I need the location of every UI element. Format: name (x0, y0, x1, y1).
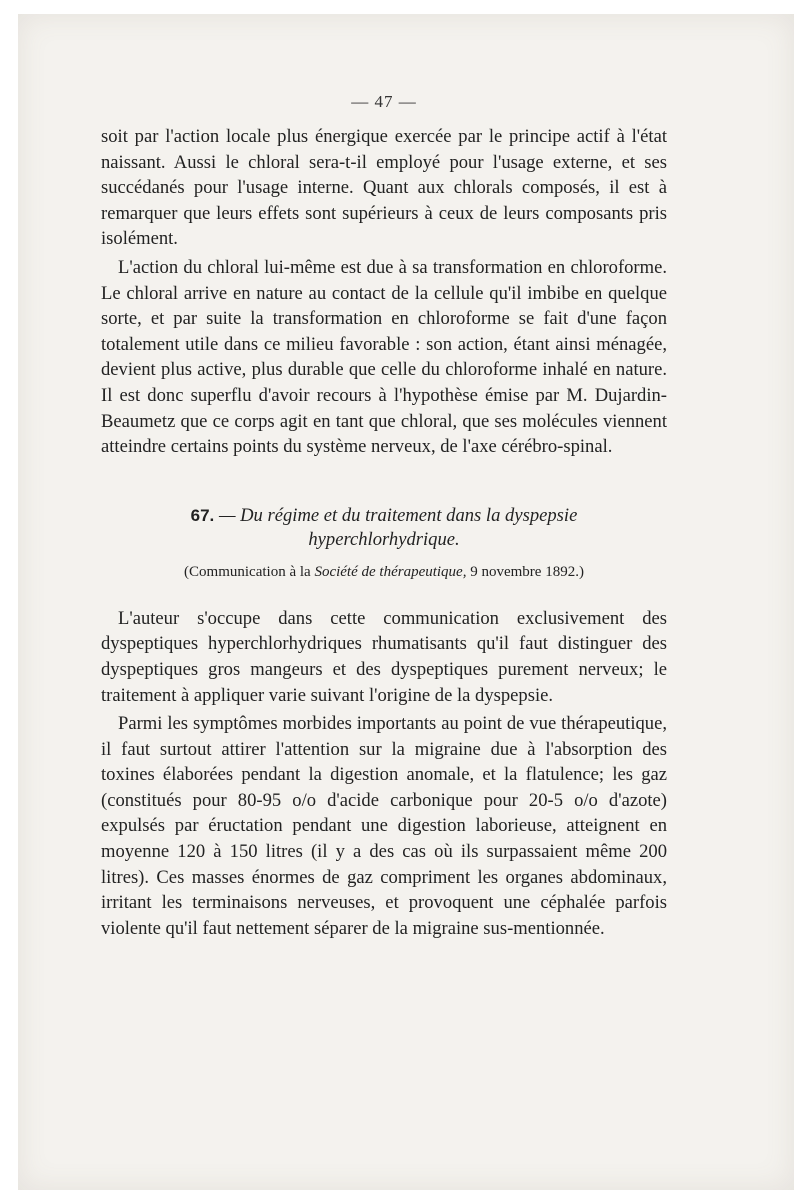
section-number: 67. (190, 505, 215, 525)
note-society: Société de thérapeutique, (314, 563, 467, 580)
paragraph-symptoms: Parmi les symptômes morbides importants au point de vue thérapeutique, il faut surtout attirer l'attention sur la migraine due à l'absorption des toxines élaborées pendant la digestion anomale, et la flatulence; les gaz (constitués pour 80-95 o/o d'acide carbonique pour 20-5 o/o d'azote) expulsés par éructation pendant une digestion laborieuse, atteignent en moyenne 120 à 150 litres (il y a des cas où ils surpassaient même 200 litres). Ces masses énormes de gaz compriment les organes abdominaux, irritant les terminaisons nerveuses, et provoquent une céphalée parfois violente qu'il faut nettement séparer de la migraine sus-mentionnée. (101, 713, 667, 939)
paragraph-author: L'auteur s'occupe dans cette communication exclusivement des dyspeptiques hyperchlorhydriques rhumatisants qu'il faut distinguer des dyspeptiques gros mangeurs et des dyspeptiques purement nerveux; le traitement à appliquer varie suivant l'origine de la dyspepsie. (101, 607, 667, 706)
note-date: 9 novembre 1892.) (470, 563, 584, 580)
section-title-line1: — Du régime et du traitement dans la dyspepsie (218, 504, 578, 526)
note-prefix: (Communication à la (184, 563, 311, 580)
page-number: — 47 — (351, 92, 417, 111)
communication-note (101, 562, 667, 582)
section-heading (101, 504, 667, 528)
section-title-line2: hyperchlorhydrique. (308, 528, 460, 550)
paragraph-chloral-action: L'action du chloral lui-même est due à sa transformation en chloroforme. Le chloral arrive en nature au contact de la cellule qu'il imbibe en quelque sorte, et par suite la transformation en chloroforme se fait d'une façon totalement utile dans ce milieu favorable : son action, étant ainsi ménagée, devient plus active, plus durable que celle du chloroforme inhalé en nature. Il est donc superflu d'avoir recours à l'hypothèse émise par M. Dujardin-Beaumetz que ce corps agit en tant que chloral, que ses molécules viennent atteindre certains points du système nerveux, de l'axe cérébro-spinal. (101, 256, 667, 458)
page-content (101, 92, 667, 941)
paragraph-continuation: soit par l'action locale plus énergique exercée par le principe actif à l'état naissant. Aussi le chloral sera-t-il employé pour l'usage externe, et ses succédanés pour l'usage interne. Quant aux chlorals composés, il est à remarquer que leurs effets sont supérieurs à ceux de leurs composants pris isolément. (101, 126, 667, 250)
